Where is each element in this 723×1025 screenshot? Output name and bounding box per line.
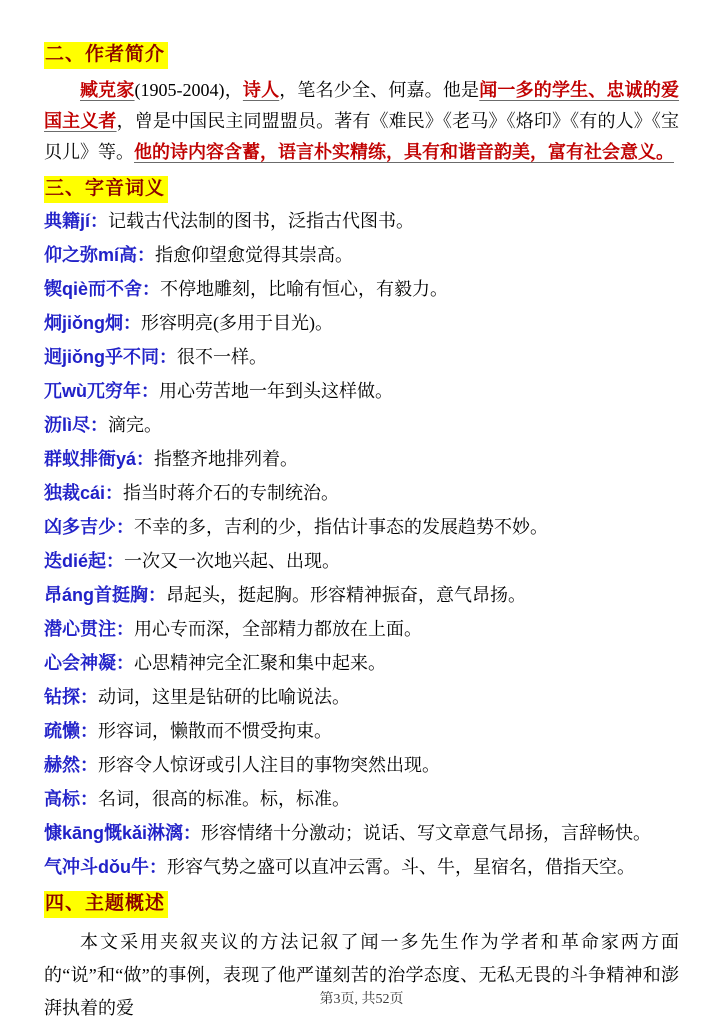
section-author bbox=[44, 42, 679, 168]
term-line bbox=[44, 381, 679, 401]
term-definition: 滴完。 bbox=[108, 415, 163, 435]
term-definition: 一次又一次地兴起、出现。 bbox=[124, 551, 341, 571]
term-definition: 指当时蒋介石的专制统治。 bbox=[123, 483, 340, 503]
section-vocab bbox=[44, 176, 679, 877]
term-definition: 心思精神完全汇聚和集中起来。 bbox=[134, 653, 386, 673]
term-line bbox=[44, 517, 679, 537]
term-definition: 指愈仰望愈觉得其崇高。 bbox=[155, 245, 354, 265]
term-line bbox=[44, 585, 679, 605]
term-definition: 很不一样。 bbox=[177, 347, 267, 367]
text-segment: 闻一多的学生、忠诚的爱国主义者 bbox=[44, 80, 680, 131]
author-paragraph bbox=[44, 75, 679, 168]
term-line bbox=[44, 755, 679, 775]
text-segment: ，笔名少全、何嘉。他是 bbox=[279, 80, 480, 100]
theme-paragraph: 本文采用夹叙夹议的方法记叙了闻一多先生作为学者和革命家两方面的“说”和“做”的事例，表现了他严谨刻苦的治学态度、无私无畏的斗争精神和澎湃执着的爱 bbox=[44, 932, 679, 1018]
term-label: 赫然： bbox=[44, 755, 98, 775]
term-line bbox=[44, 687, 679, 707]
term-label: 迭dié起： bbox=[44, 551, 125, 571]
text-segment: ，曾是中国民主同盟盟员。著有《难民》《老马》《烙印》《有的人》《宝贝儿》等。 bbox=[44, 111, 680, 162]
term-definition: 形容令人惊讶或引人注目的事物突然出现。 bbox=[98, 755, 440, 775]
term-definition: 动词，这里是钻研的比喻说法。 bbox=[98, 687, 350, 707]
term-label: 仰之弥mí高： bbox=[44, 245, 156, 265]
text-segment: 诗人 bbox=[242, 80, 280, 100]
term-definition: 记载古代法制的图书，泛指古代图书。 bbox=[108, 211, 415, 231]
text-segment: 臧克家 bbox=[80, 80, 135, 100]
term-label: 潜心贯注： bbox=[44, 619, 134, 639]
term-label: 独裁cái： bbox=[44, 483, 124, 503]
term-label: 凶多吉少： bbox=[44, 517, 134, 537]
term-label: 沥lì尽： bbox=[44, 415, 109, 435]
term-label: 钻探： bbox=[44, 687, 98, 707]
term-definition: 形容词，懒散而不惯受拘束。 bbox=[98, 721, 332, 741]
term-line bbox=[44, 721, 679, 741]
term-definition: 用心劳苦地一年到头这样做。 bbox=[159, 381, 393, 401]
term-definition: 不幸的多，吉利的少，指估计事态的发展趋势不妙。 bbox=[134, 517, 548, 537]
term-label: 气冲斗dǒu牛： bbox=[44, 857, 167, 877]
term-label: 高标： bbox=[44, 789, 98, 809]
section-heading-author-intro: 二、作者简介 bbox=[44, 42, 168, 69]
term-line bbox=[44, 857, 679, 877]
section-heading-theme: 四、主题概述 bbox=[44, 891, 168, 918]
term-label: 慷kāng慨kǎi淋漓： bbox=[44, 823, 202, 843]
text-segment: 他的诗内容含蓄，语言朴实精练，具有和谐音韵美，富有社会意义。 bbox=[134, 142, 674, 162]
term-label: 锲qiè而不舍： bbox=[44, 279, 161, 299]
term-label: 炯jiǒng炯： bbox=[44, 313, 141, 333]
term-line bbox=[44, 551, 679, 571]
term-definition: 形容气势之盛可以直冲云霄。斗、牛，星宿名，借指天空。 bbox=[167, 857, 635, 877]
term-line bbox=[44, 619, 679, 639]
term-line bbox=[44, 313, 679, 333]
term-label: 疏懒： bbox=[44, 721, 98, 741]
term-line bbox=[44, 347, 679, 367]
term-line bbox=[44, 211, 679, 231]
term-definition: 形容情绪十分激动；说话、写文章意气昂扬，言辞畅快。 bbox=[201, 823, 652, 843]
term-line bbox=[44, 415, 679, 435]
term-label: 心会神凝： bbox=[44, 653, 134, 673]
term-label: 迥jiǒng乎不同： bbox=[44, 347, 177, 367]
term-line bbox=[44, 483, 679, 503]
term-definition: 不停地雕刻，比喻有恒心，有毅力。 bbox=[160, 279, 449, 299]
term-definition: 名词，很高的标准。标，标准。 bbox=[98, 789, 350, 809]
term-line bbox=[44, 789, 679, 809]
term-definition: 昂起头，挺起胸。形容精神振奋，意气昂扬。 bbox=[166, 585, 527, 605]
term-line bbox=[44, 245, 679, 265]
term-definition: 指整齐地排列着。 bbox=[154, 449, 299, 469]
page-footer: 第3页, 共52页 bbox=[319, 992, 404, 1007]
term-line bbox=[44, 653, 679, 673]
section-heading-vocab: 三、字音词义 bbox=[44, 176, 168, 203]
term-line bbox=[44, 823, 679, 843]
term-label: 典籍jí： bbox=[44, 211, 109, 231]
term-definition: 形容明亮(多用于目光)。 bbox=[141, 313, 333, 333]
term-label: 群蚁排衙yá： bbox=[44, 449, 155, 469]
text-segment: (1905-2004)， bbox=[134, 80, 243, 100]
term-label: 昂áng首挺胸： bbox=[44, 585, 167, 605]
term-line bbox=[44, 279, 679, 299]
term-line bbox=[44, 449, 679, 469]
vocab-list bbox=[44, 211, 679, 877]
term-label: 兀wù兀穷年： bbox=[44, 381, 159, 401]
term-definition: 用心专而深，全部精力都放在上面。 bbox=[134, 619, 422, 639]
